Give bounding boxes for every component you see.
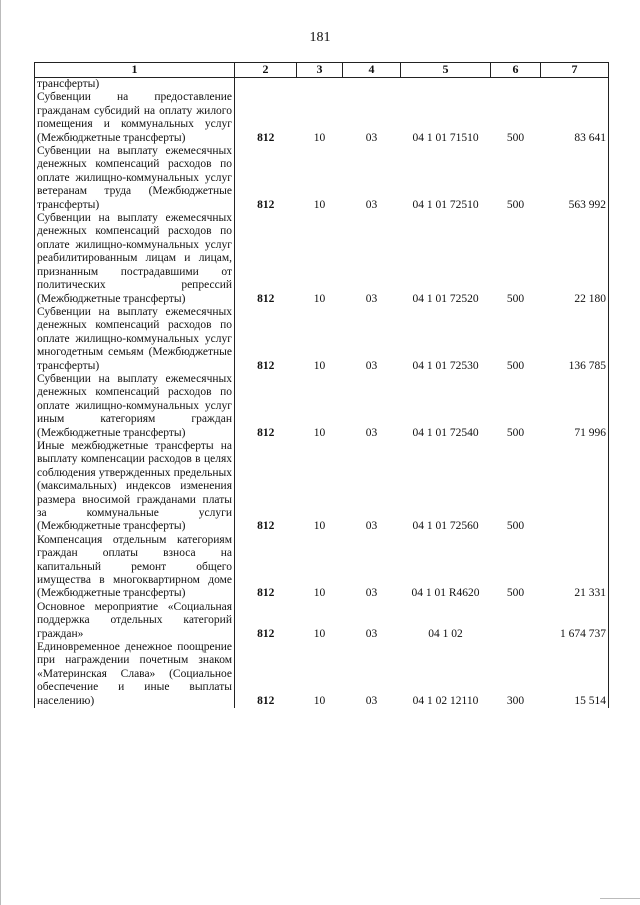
- table-row: [35, 145, 609, 212]
- cell-target-item: [401, 78, 491, 92]
- cell-admin-code: 812: [257, 627, 275, 640]
- cell-amount: 22 180: [541, 212, 609, 306]
- cell-target-item: 04 1 01 R4620: [411, 587, 480, 600]
- row-name: Основное мероприятие «Социальная поддержка отдельных категорий граждан»: [35, 601, 235, 641]
- cell-subsection: 03: [365, 520, 378, 533]
- row-name: Субвенции на выплату ежемесячных денежных компенсаций расходов по оплате жилищно-коммунальных услуг ветеранам труда (Межбюджетные трансферты): [35, 145, 235, 212]
- table-row: [35, 212, 609, 306]
- row-name: трансферты): [35, 78, 235, 92]
- cell-target-item: 04 1 01 72530: [412, 359, 479, 372]
- column-header: 4: [343, 63, 401, 78]
- cell-expense-type: 500: [506, 426, 525, 439]
- cell-target-item: 04 1 01 72540: [412, 426, 479, 439]
- cell-section: 10: [313, 694, 326, 707]
- cell-target-item: 04 1 01 71510: [412, 131, 479, 144]
- cell-target-item: 04 1 01 72510: [412, 198, 479, 211]
- cell-section: 10: [313, 292, 326, 305]
- cell-section: 10: [313, 587, 326, 600]
- cell-subsection: 03: [365, 359, 378, 372]
- cell-expense-type: 300: [506, 694, 525, 707]
- cell-admin-code: 812: [257, 359, 275, 372]
- cell-admin-code: [235, 78, 297, 92]
- cell-section: 10: [313, 426, 326, 439]
- cell-section: [297, 78, 343, 92]
- cell-expense-type: 500: [506, 131, 525, 144]
- cell-expense-type: 500: [506, 520, 525, 533]
- cell-target-item: 04 1 01 72560: [412, 520, 479, 533]
- table-row: [35, 534, 609, 601]
- cell-section: 10: [313, 520, 326, 533]
- cell-subsection: 03: [365, 694, 378, 707]
- cell-admin-code: 812: [257, 131, 275, 144]
- row-name: Иные межбюджетные трансферты на выплату компенсации расходов в целях соблюдения утвержденных предельных (максимальных) индексов изменения размера вносимой гражданами платы за коммунальные услуги (Межбюджетные трансферты): [35, 440, 235, 534]
- table-row: [35, 91, 609, 145]
- table-row: [35, 641, 609, 708]
- cell-expense-type: [491, 601, 541, 641]
- row-name: Субвенции на выплату ежемесячных денежных компенсаций расходов по оплате жилищно-коммунальных услуг иным категориям граждан (Межбюджетные трансферты): [35, 373, 235, 440]
- cell-expense-type: 500: [506, 587, 525, 600]
- cell-amount: [541, 78, 609, 92]
- row-name: Субвенции на предоставление гражданам субсидий на оплату жилого помещения и коммунальных услуг (Межбюджетные трансферты): [35, 91, 235, 145]
- row-name: Единовременное денежное поощрение при награждении почетным знаком «Материнская Слава» (Социальное обеспечение и иные выплаты населению): [35, 641, 235, 708]
- cell-amount: [541, 440, 609, 534]
- cell-target-item: 04 1 02 12110: [412, 694, 479, 707]
- column-header: 5: [401, 63, 491, 78]
- cell-amount: 15 514: [541, 641, 609, 708]
- table-row: [35, 440, 609, 534]
- row-name: Субвенции на выплату ежемесячных денежных компенсаций расходов по оплате жилищно-коммунальных услуг реабилитированным лицам и лицам, признанным пострадавшими от политических репрессий (Межбюджетные трансферты): [35, 212, 235, 306]
- cell-admin-code: 812: [257, 587, 275, 600]
- cell-subsection: 03: [365, 198, 378, 211]
- column-header: 1: [35, 63, 235, 78]
- column-header: 3: [297, 63, 343, 78]
- cell-amount: 21 331: [541, 534, 609, 601]
- cell-amount: 563 992: [541, 145, 609, 212]
- table-row: [35, 306, 609, 373]
- cell-amount: 1 674 737: [541, 601, 609, 641]
- column-header: 6: [491, 63, 541, 78]
- cell-expense-type: 500: [506, 292, 525, 305]
- cell-subsection: 03: [365, 292, 378, 305]
- cell-target-item: 04 1 01 72520: [412, 292, 479, 305]
- cell-admin-code: 812: [257, 292, 275, 305]
- cell-amount: 83 641: [541, 91, 609, 145]
- cell-amount: 71 996: [541, 373, 609, 440]
- cell-admin-code: 812: [257, 520, 275, 533]
- cell-admin-code: 812: [257, 426, 275, 439]
- scan-edge-line: [0, 0, 1, 905]
- row-name: Компенсация отдельным категориям граждан оплаты взноса на капитальный ремонт общего имущества в многоквартирном доме (Межбюджетные трансферты): [35, 534, 235, 601]
- cell-section: 10: [313, 198, 326, 211]
- column-header: 2: [235, 63, 297, 78]
- cell-expense-type: 500: [506, 198, 525, 211]
- row-name: Субвенции на выплату ежемесячных денежных компенсаций расходов по оплате жилищно-коммунальных услуг многодетным семьям (Межбюджетные трансферты): [35, 306, 235, 373]
- cell-expense-type: 500: [506, 359, 525, 372]
- cell-expense-type: [491, 78, 541, 92]
- table-row: [35, 601, 609, 641]
- cell-section: 10: [313, 359, 326, 372]
- cell-admin-code: 812: [257, 694, 275, 707]
- table-row: [35, 78, 609, 92]
- cell-section: 10: [313, 627, 326, 640]
- header-row: [35, 63, 609, 78]
- cell-subsection: 03: [365, 426, 378, 439]
- table-row: [35, 373, 609, 440]
- scan-edge-line: [600, 898, 640, 899]
- column-header: 7: [541, 63, 609, 78]
- cell-subsection: 03: [365, 627, 378, 640]
- cell-subsection: 03: [365, 131, 378, 144]
- cell-admin-code: 812: [257, 198, 275, 211]
- cell-subsection: [343, 78, 401, 92]
- cell-subsection: 03: [365, 587, 378, 600]
- cell-target-item: 04 1 02: [428, 627, 463, 640]
- budget-table: [34, 62, 609, 708]
- cell-section: 10: [313, 131, 326, 144]
- cell-amount: 136 785: [541, 306, 609, 373]
- page-number: 181: [309, 30, 331, 45]
